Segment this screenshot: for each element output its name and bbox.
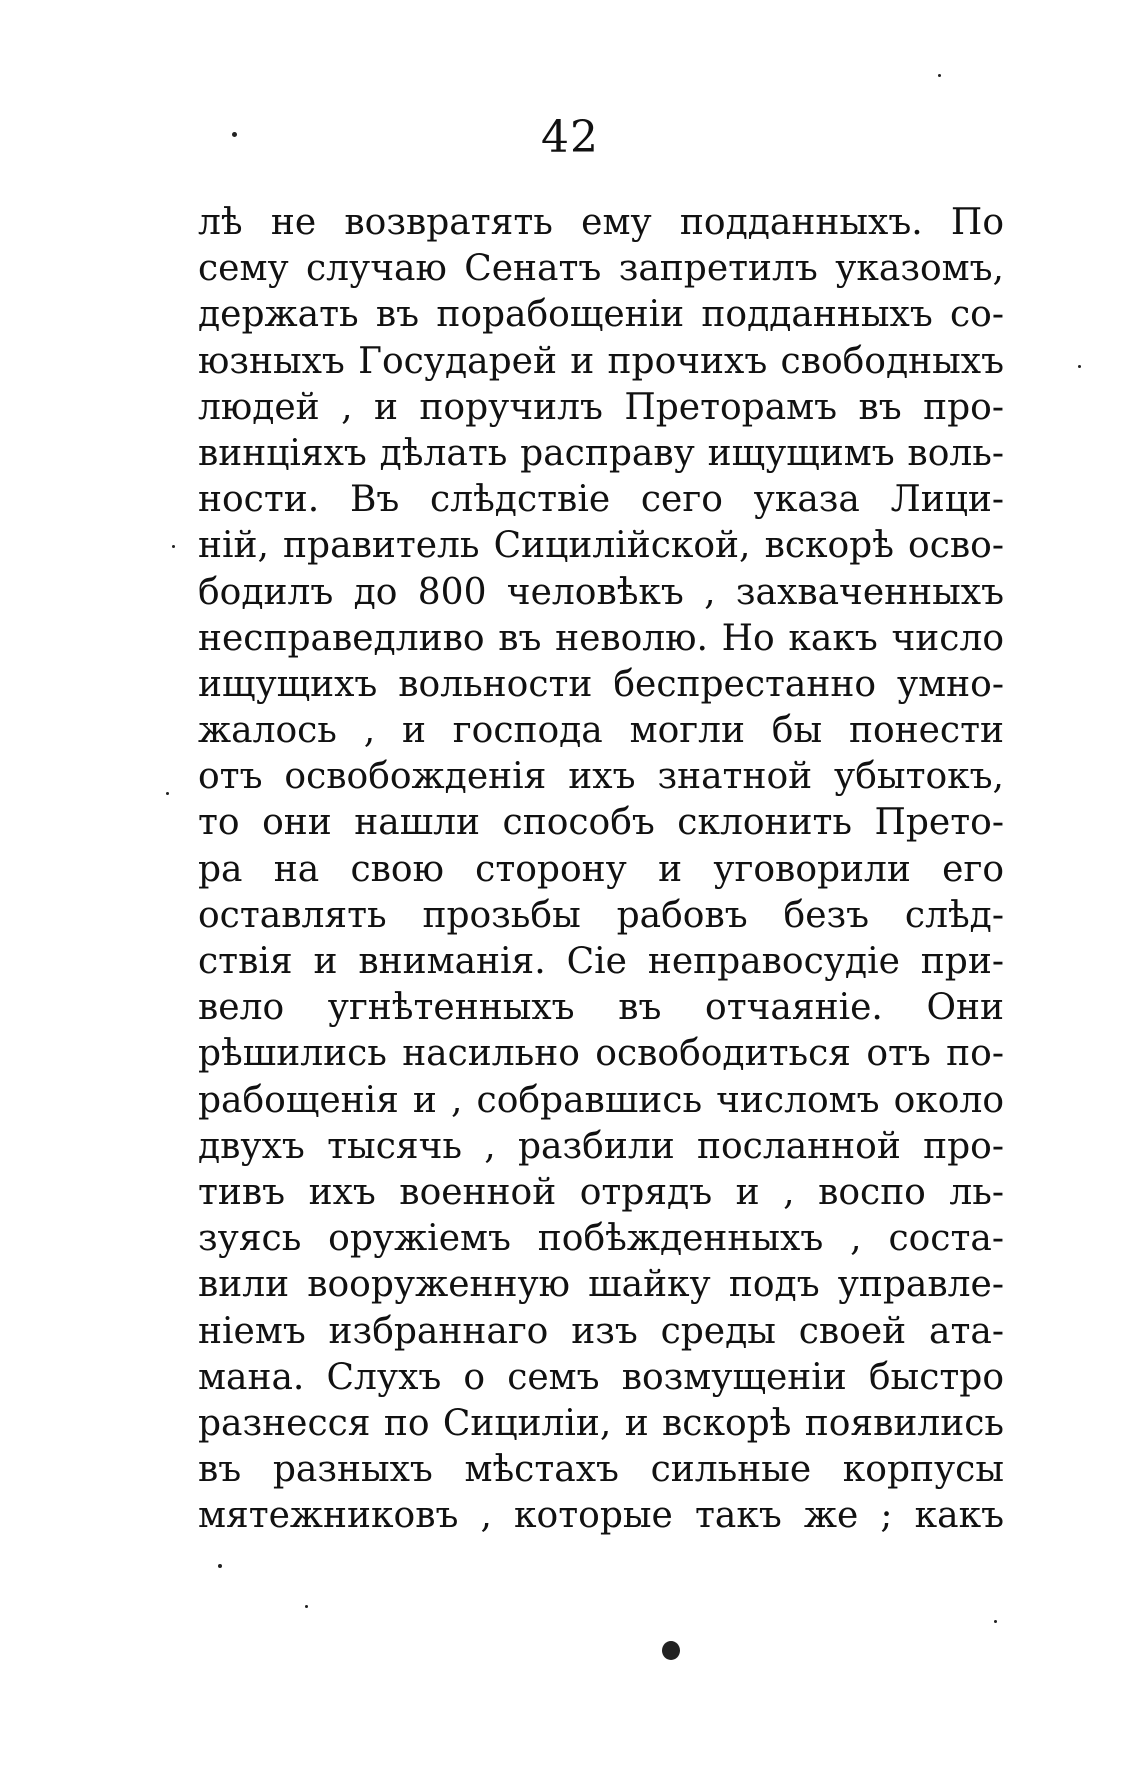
text-line: несправедливо въ неволю. Но какъ число [198,617,1004,659]
text-line: ніемъ избраннаго изъ среды своей ата- [198,1310,1004,1352]
text-line: тивъ ихъ военной отрядъ и , воспо ль- [198,1171,1004,1213]
text-line: въ разныхъ мѣстахъ сильные корпусы [198,1449,1004,1491]
text-line: разнесся по Сициліи, и вскорѣ появились [198,1402,1004,1444]
scan-speck [232,132,237,137]
text-line: винціяхъ дѣлать расправу ищущимъ воль- [198,432,1004,474]
body-text [198,200,1004,1539]
text-line: ра на свою сторону и уговорили его [198,848,1004,890]
text-line: отъ освобожденія ихъ знатной убытокъ, [198,756,1004,798]
text-line: ній, правитель Сицилійской, вскорѣ осво- [198,525,1004,567]
text-line: ствія и вниманія. Сіе неправосудіе при- [198,941,1004,982]
text-line: рабощенія и , собравшись числомъ около [198,1079,1004,1121]
text-line: людей , и поручилъ Преторамъ въ про- [198,386,1004,428]
text-line: оставлять прозьбы рабовъ безъ слѣд- [198,894,1004,936]
scan-speck [1078,365,1081,368]
text-line: мятежниковъ , которые такъ же ; какъ [198,1495,1004,1537]
scan-speck [994,1620,997,1623]
text-line: сему случаю Сенатъ запретилъ указомъ, [198,248,1004,290]
scan-speck [172,545,175,548]
text-line: ности. Въ слѣдствіе сего указа Лици- [198,479,1004,521]
text-line: держать въ порабощеніи подданныхъ со- [198,294,1004,336]
scan-speck [938,74,941,77]
text-line: вили вооруженную шайку подъ управле- [198,1264,1004,1306]
text-line: то они нашли способъ склонить Прето- [198,802,1004,844]
text-line: мана. Слухъ о семъ возмущеніи быстро [198,1356,1004,1398]
text-line: рѣшились насильно освободиться отъ по- [198,1033,1004,1075]
scan-speck [218,1564,222,1568]
text-line: зуясь оружіемъ побѣжденныхъ , состa- [198,1218,1004,1260]
text-line: бодилъ до 800 человѣкъ , захваченныхъ [198,571,1004,613]
scan-speck [305,1605,308,1608]
page-number: 42 [541,112,599,163]
scan-speck [662,1641,680,1660]
text-line: вело угнѣтенныхъ въ отчаяніе. Они [198,987,1004,1029]
text-line: жалось , и господа могли бы понести [198,710,1004,752]
text-line: двухъ тысячь , разбили посланной про- [198,1125,1004,1167]
scan-speck [166,792,169,795]
text-line: юзныхъ Государей и прочихъ свободныхъ [198,340,1004,382]
text-line: лѣ не возвратять ему подданныхъ. По [198,202,1004,243]
text-line: ищущихъ вольности беспрестанно умно- [198,663,1004,705]
